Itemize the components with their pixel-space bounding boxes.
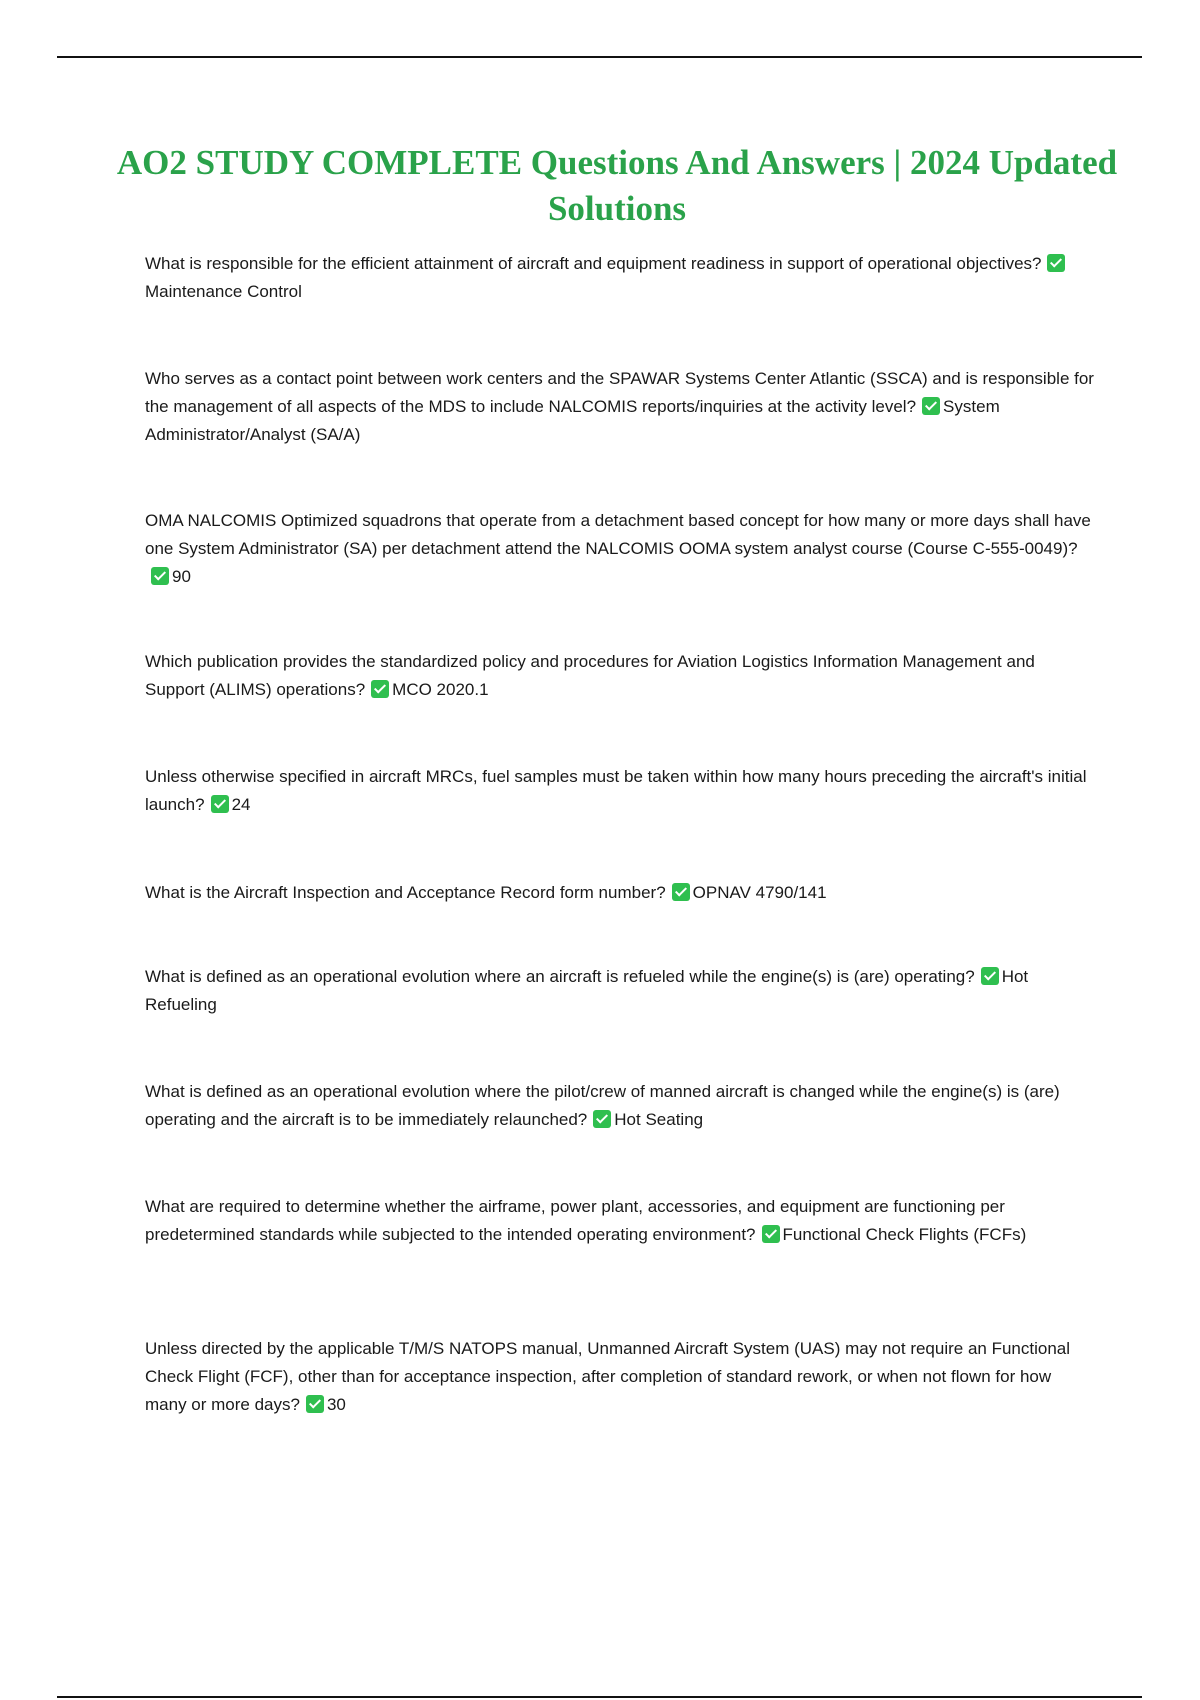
answer-text: 30: [326, 1395, 346, 1414]
question-text: What is responsible for the efficient attainment of aircraft and equipment readiness in support of operational objectives?: [145, 254, 1042, 273]
question-text: Unless directed by the applicable T/M/S NATOPS manual, Unmanned Aircraft System (UAS) may not require an Functional Check Flight (FCF), other than for acceptance inspection, after completion of standard rework, or when not flown for how many or more days?: [145, 1339, 1071, 1414]
top-rule: [57, 56, 1142, 58]
qa-item: [145, 963, 1095, 1019]
check-mark-icon: [762, 1225, 780, 1243]
check-mark-icon: [981, 967, 999, 985]
question-text: What is defined as an operational evolution where the pilot/crew of manned aircraft is changed while the engine(s) is (are) operating and the aircraft is to be immediately relaunched?: [145, 1082, 1060, 1129]
question-text: Unless otherwise specified in aircraft MRCs, fuel samples must be taken within how many hours preceding the aircraft's initial launch?: [145, 767, 1087, 814]
qa-item: [145, 365, 1095, 449]
answer-text: 90: [172, 567, 191, 586]
document-title: AO2 STUDY COMPLETE Questions And Answers | 2024 Updated Solutions: [116, 143, 1118, 228]
answer-text: Functional Check Flights (FCFs): [782, 1225, 1027, 1244]
qa-item: [145, 507, 1095, 591]
check-mark-icon: [151, 567, 169, 585]
qa-item: [145, 879, 1095, 907]
question-text: What are required to determine whether the airframe, power plant, accessories, and equipment are functioning per predetermined standards while subjected to the intended operating environment?: [145, 1197, 1005, 1244]
check-mark-icon: [211, 795, 229, 813]
check-mark-icon: [371, 680, 389, 698]
check-mark-icon: [672, 883, 690, 901]
check-mark-icon: [593, 1110, 611, 1128]
answer-text: MCO 2020.1: [392, 680, 489, 699]
question-text: What is defined as an operational evolution where an aircraft is refueled while the engine(s) is (are) operating?: [145, 967, 975, 986]
answer-text: Hot Refueling: [145, 967, 1029, 1014]
check-mark-icon: [1047, 254, 1065, 272]
question-text: Who serves as a contact point between work centers and the SPAWAR Systems Center Atlantic (SSCA) and is responsible for the management of all aspects of the MDS to include NALCOMIS reports/inquiries at the activity level?: [145, 369, 1094, 416]
qa-item: [145, 763, 1095, 819]
answer-text: 24: [231, 795, 251, 814]
check-mark-icon: [922, 397, 940, 415]
answer-text: OPNAV 4790/141: [692, 883, 827, 902]
qa-item: [145, 1335, 1095, 1419]
answer-text: Hot Seating: [614, 1110, 704, 1129]
question-text: Which publication provides the standardized policy and procedures for Aviation Logistics Information Management and Support (ALIMS) operations?: [145, 652, 1035, 699]
qa-item: [145, 250, 1095, 306]
question-text: OMA NALCOMIS Optimized squadrons that operate from a detachment based concept for how many or more days shall have one System Administrator (SA) per detachment attend the NALCOMIS OOMA system analyst course (Course C-555-0049)?: [145, 511, 1091, 558]
answer-text: Maintenance Control: [145, 282, 302, 301]
question-text: What is the Aircraft Inspection and Acceptance Record form number?: [145, 883, 666, 902]
check-mark-icon: [306, 1395, 324, 1413]
qa-item: [145, 1193, 1095, 1249]
bottom-rule: [57, 1696, 1142, 1698]
qa-item: [145, 1078, 1095, 1134]
qa-item: [145, 648, 1095, 704]
answer-text: System Administrator/Analyst (SA/A): [145, 397, 1000, 444]
